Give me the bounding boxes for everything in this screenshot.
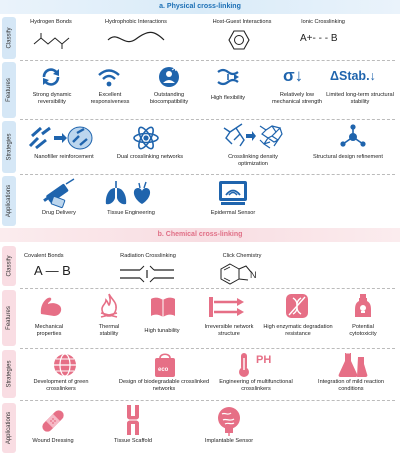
hexagon-ring-icon: [228, 30, 250, 50]
biocompatibility-icon: [158, 66, 180, 88]
flexibility-icon: [215, 66, 241, 88]
application-tissue-engineering: Tissue Engineering: [107, 210, 155, 216]
implantable-sensor-icon: [216, 406, 242, 436]
strategy-nanofiller-reinforcement: Nanofiller reinforcement: [34, 154, 94, 160]
ph-label: PH: [256, 354, 272, 366]
feature-potential-cytotoxicity: Potential cytotoxicity: [349, 324, 377, 337]
strategy-development-of-green-crosslinkers: Development of green crosslinkers: [33, 379, 89, 392]
flasks-icon: [338, 352, 368, 378]
row-label-classify: Classify: [6, 255, 13, 277]
row-label-applications: Applications: [6, 184, 13, 218]
click-nitrogen-atom: N: [250, 270, 257, 280]
row-divider: [20, 400, 395, 401]
strategy-integration-of-mild-reaction-conditions: Integration of mild reaction conditions: [318, 379, 384, 392]
drug-delivery-syringe-icon: [42, 178, 76, 208]
feature-irreversible-network-structure: Irreversible network structure: [204, 324, 254, 337]
feature-excellent-responsiveness: Excellent responsiveness: [90, 92, 130, 105]
hydrogen-bond-molecule-icon: [32, 30, 72, 50]
hydrophobic-chain-icon: [106, 30, 166, 48]
toxic-bottle-icon: [354, 293, 372, 319]
row-divider: [20, 288, 395, 289]
row-label-classify: Classify: [6, 27, 13, 49]
row-label-features: Features: [6, 78, 12, 102]
bandage-icon: [38, 406, 68, 436]
feature-relatively-low-mechanical-strength: Relatively low mechanical strength: [271, 92, 323, 105]
row-divider: [20, 119, 395, 120]
eco-bag-icon: [154, 352, 176, 378]
application-epidermal-sensor: Epidermal Sensor: [210, 210, 256, 216]
application-drug-delivery: Drug Delivery: [42, 210, 76, 216]
lungs-heart-icon: [104, 180, 154, 206]
row-divider: [20, 174, 395, 175]
eco-label: eco: [158, 367, 169, 373]
application-implantable-sensor: Implantable Sensor: [204, 438, 254, 444]
row-label-applications: Applications: [6, 411, 13, 445]
thermometer-icon: [236, 352, 252, 378]
application-wound-dressing: Wound Dressing: [32, 438, 74, 444]
row-divider: [20, 348, 395, 349]
application-tissue-scaffold: Tissue Scaffold: [114, 438, 152, 444]
structural-design-molecule-icon: [340, 124, 366, 150]
feature-high-enzymatic-degradation-resistance: High enzymatic degradation resistance: [263, 324, 333, 337]
strategy-dual-crosslinking-networks: Dual crosslinking networks: [116, 154, 184, 160]
classify-hydrophobic-interactions: Hydrophobic Interactions: [105, 19, 167, 25]
strategy-structural-design-refinement: Structural design refinement: [313, 154, 383, 160]
feature-thermal-stability: Thermal stability: [98, 324, 120, 337]
row-tab-classify: [2, 17, 16, 59]
feature-high-tunability: High tunability: [144, 328, 180, 334]
row-tab-features: [2, 62, 16, 118]
chemical-crosslinking-title: b. Chemical cross-linking: [0, 228, 400, 242]
wifi-icon: [97, 66, 121, 88]
click-chemistry-ring-icon: [220, 262, 266, 286]
bone-joint-icon: [122, 404, 144, 436]
green-globe-icon: [52, 352, 78, 378]
row-tab-strategies: [2, 121, 16, 173]
stability-down-icon: ΔStab.↓: [330, 69, 376, 83]
classify-radiation-crosslinking: Radiation Crosslinking: [120, 253, 176, 259]
classify-click-chemistry: Click Chemistry: [222, 253, 262, 259]
row-divider: [20, 60, 395, 61]
irreversible-arrows-icon: [208, 296, 246, 318]
classify-covalent-bonds: Covalent Bonds: [24, 253, 64, 259]
feature-outstanding-biocompatibility: Outstanding biocompatibility: [149, 92, 189, 105]
row-tab-classify: [2, 246, 16, 286]
row-label-features: Features: [6, 306, 12, 330]
row-tab-applications: [2, 403, 16, 453]
classify-host-guest-interactions: Host-Guest Interactions: [212, 19, 272, 25]
row-label-strategies: Strategies: [6, 133, 13, 161]
row-tab-strategies: [2, 350, 16, 398]
radiation-crosslink-icon: [118, 264, 176, 284]
sigma-down-icon: σ↓: [283, 66, 304, 85]
physical-crosslinking-title: a. Physical cross-linking: [0, 0, 400, 14]
strategy-design-of-biodegradable-crosslinked-networks: Design of biodegradable crosslinked networks: [118, 379, 210, 392]
strategy-crosslinking-density-optimization: Crosslinking density optimization: [228, 154, 278, 167]
ionic-formula: A+- - - B: [300, 33, 338, 44]
enzymatic-resistance-dna-icon: [285, 293, 309, 319]
strategy-engineering-of-multifunctional-crosslinkers: Engineering of multifunctional crosslinkers: [219, 379, 293, 392]
covalent-formula: A — B: [34, 263, 71, 278]
row-tab-applications: [2, 176, 16, 226]
row-label-strategies: Strategies: [6, 360, 13, 388]
feature-high-flexibility: High flexibility: [210, 95, 246, 101]
classify-hydrogen-bonds: Hydrogen Bonds: [30, 19, 72, 25]
epidermal-sensor-icon: [218, 180, 248, 206]
nanofiller-icon: [28, 124, 94, 152]
open-book-icon: [150, 296, 176, 318]
dual-network-atom-icon: [132, 124, 160, 152]
feature-strong-dynamic-reversibility: Strong dynamic reversibility: [32, 92, 72, 105]
feature-limited-long-term-structural-stability: Limited long-term structural stability: [326, 92, 394, 105]
classify-ionic-crosslinking: Ionic Crosslinking: [301, 19, 345, 25]
reversible-arrows-icon: [40, 66, 62, 88]
muscle-arm-icon: [38, 294, 64, 318]
feature-mechanical-properties: Mechanical properties: [34, 324, 64, 337]
flame-icon: [98, 292, 120, 318]
crosslinking-density-icon: [222, 122, 284, 150]
row-tab-features: [2, 290, 16, 346]
